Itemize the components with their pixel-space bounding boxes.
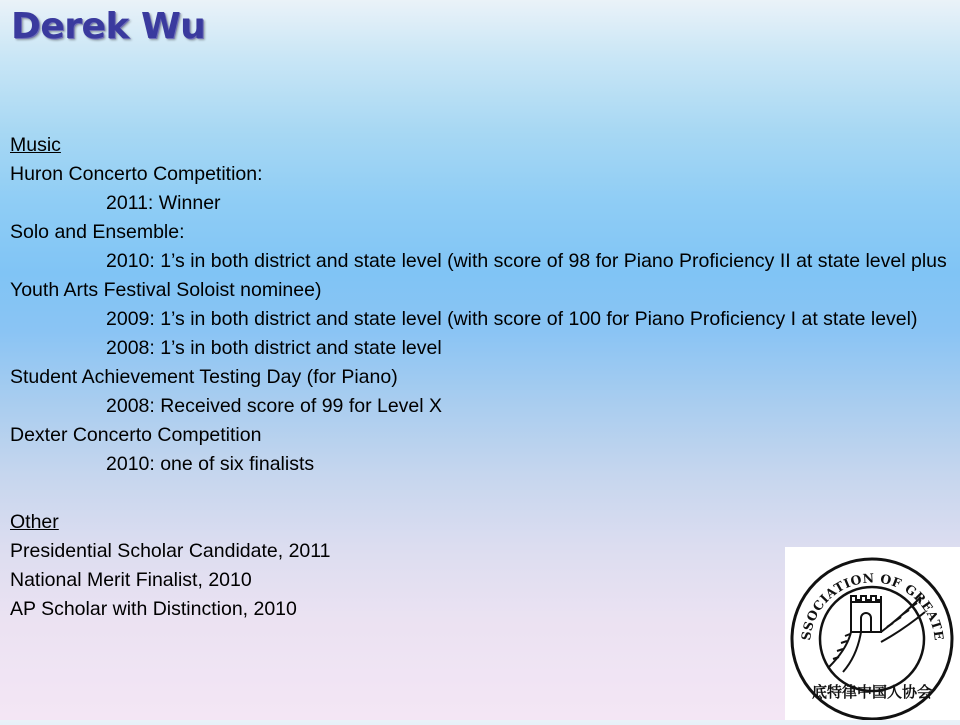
huron-2011-result: 2011: Winner xyxy=(106,192,221,214)
solo-2008-result: 2008: 1’s in both district and state level xyxy=(106,337,442,359)
other-item: National Merit Finalist, 2010 xyxy=(10,569,252,591)
solo-2009-result xyxy=(10,305,955,334)
section-gap xyxy=(10,479,955,508)
sat-day: Student Achievement Testing Day (for Piano) xyxy=(10,366,398,388)
solo-2010-result xyxy=(10,247,955,305)
great-wall-seal-icon xyxy=(785,547,960,720)
slide-title: Derek Wu xyxy=(11,6,206,47)
association-logo xyxy=(785,547,960,720)
music-heading: Music xyxy=(10,134,61,156)
sat-2008-result: 2008: Received score of 99 for Level X xyxy=(106,395,443,417)
logo-chinese-text: 底特律中国人协会 xyxy=(811,683,933,701)
other-item: AP Scholar with Distinction, 2010 xyxy=(10,598,297,620)
solo-ensemble: Solo and Ensemble: xyxy=(10,221,185,243)
huron-competition: Huron Concerto Competition: xyxy=(10,163,263,185)
dexter-2010-result: 2010: one of six finalists xyxy=(106,453,315,475)
solo-2010-text: 2010: 1’s in both district and state level (with score of 98 for Piano Proficiency II at state level plus Youth Arts Festival Soloist nominee) xyxy=(10,250,947,301)
logo-arc-text: SSOCIATION OF GREATE xyxy=(798,570,947,642)
solo-2009-text: 2009: 1’s in both district and state level (with score of 100 for Piano Proficiency I at state level) xyxy=(106,308,918,330)
other-item: Presidential Scholar Candidate, 2011 xyxy=(10,540,331,562)
other-heading: Other xyxy=(10,511,59,533)
dexter-competition: Dexter Concerto Competition xyxy=(10,424,262,446)
